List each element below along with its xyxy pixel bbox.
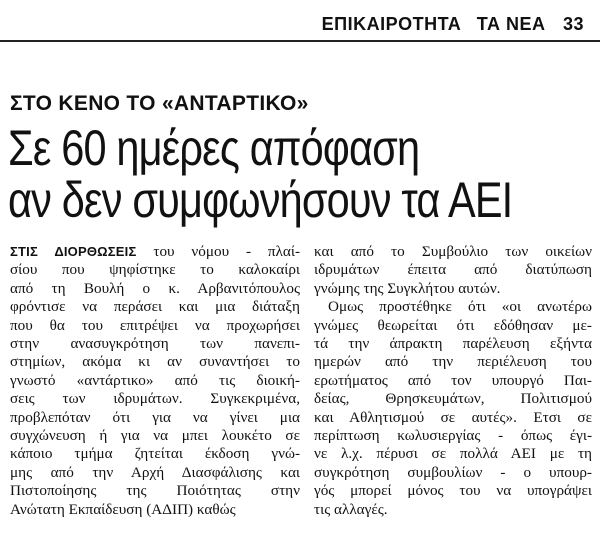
page-number: 33 — [562, 14, 584, 34]
body-line: συγκρότηση συμβουλίων - ο υπουρ- — [314, 463, 592, 481]
body-line: ιδρυμάτων έπειτα από διατύπωση — [314, 261, 592, 279]
body-line: τις αλλαγές. — [314, 500, 388, 518]
body-line: τά την άπρακτη παρέλευση εξήντα — [314, 335, 592, 353]
body-line: προβλεπόταν ότι για να γίνει μια — [10, 408, 300, 426]
body-line: φρόντισε να περάσει και μια διάταξη — [10, 298, 300, 316]
headline — [8, 120, 513, 228]
body-line: γνωστό «αντάρτικο» από τις διοική- — [10, 371, 300, 389]
body-line: Ανώτατη Εκπαίδευση (ΑΔΙΠ) καθώς — [10, 500, 236, 518]
body-line: γνώμης της Συγκλήτου αυτών. — [314, 279, 501, 297]
article-column-right — [314, 243, 592, 519]
body-line: γνώμες θεωρείται ότι εδόθησαν με- — [314, 316, 592, 334]
section-name: ΕΠΙΚΑΙΡΟΤΗΤΑ — [321, 14, 462, 34]
body-line: γός μπορεί μόνος του να υπογράψει — [314, 482, 592, 500]
kicker: ΣΤΟ ΚΕΝΟ ΤΟ «ΑΝΤΑΡΤΙΚΟ» — [10, 92, 309, 115]
body-line: μης από την Αρχή Διασφάλισης και — [10, 463, 300, 481]
lead-in: ΣΤΙΣ ΔΙΟΡΘΩΣΕΙΣ — [10, 244, 137, 259]
body-line: νε λ.χ. πέρυσι σε πολλά ΑΕΙ με τη — [314, 445, 592, 463]
body-text: του νόμου - πλαί- — [136, 243, 300, 260]
body-line: και από το Συμβούλιο των οικείων — [314, 243, 592, 260]
body-line: περίπτωση κωλυσιεργίας - όπως έγι- — [314, 427, 592, 445]
page-header — [0, 14, 584, 35]
body-line: ερωτήματος από τον υπουργό Παι- — [314, 371, 592, 389]
body-line: και Αθλητισμού σε αυτές». Ετσι σε — [314, 408, 592, 426]
headline-line-2: αν δεν συμφωνήσουν τα ΑΕΙ — [8, 172, 513, 228]
body-line: Ομως προστέθηκε ότι «οι ανωτέρω — [328, 298, 592, 316]
body-line: ημερών από την περιέλευση του — [314, 353, 592, 371]
body-line: σίου που ψηφίστηκε το καλοκαίρι — [10, 261, 300, 279]
body-line: στην ανασυγκρότηση των πανεπι- — [10, 335, 300, 353]
headline-line-1: Σε 60 ημέρες απόφαση — [8, 120, 420, 176]
body-line: που θα του επιτρέψει να προχωρήσει — [10, 316, 300, 334]
body-line: κάποιο τμήμα ζητείται έκδοση γνώ- — [10, 445, 300, 463]
body-line: Πιστοποίησης της Ποιότητας στην — [10, 482, 300, 500]
body-line: δείας, Θρησκευμάτων, Πολιτισμού — [314, 390, 592, 408]
body-line — [10, 243, 300, 261]
body-line: συγχώνευση ή για να μπει λουκέτο σε — [10, 427, 300, 445]
body-line: σεις των ιδρυμάτων. Συγκεκριμένα, — [10, 390, 300, 408]
body-line: στημίων, ακόμα κι αν συναντήσει το — [10, 353, 300, 371]
newspaper-name: ΤΑ ΝΕΑ — [476, 14, 546, 34]
article-column-left — [10, 243, 300, 519]
body-line: από τη Βουλή ο κ. Αρβανιτόπουλος — [10, 279, 300, 297]
header-rule — [0, 40, 600, 42]
